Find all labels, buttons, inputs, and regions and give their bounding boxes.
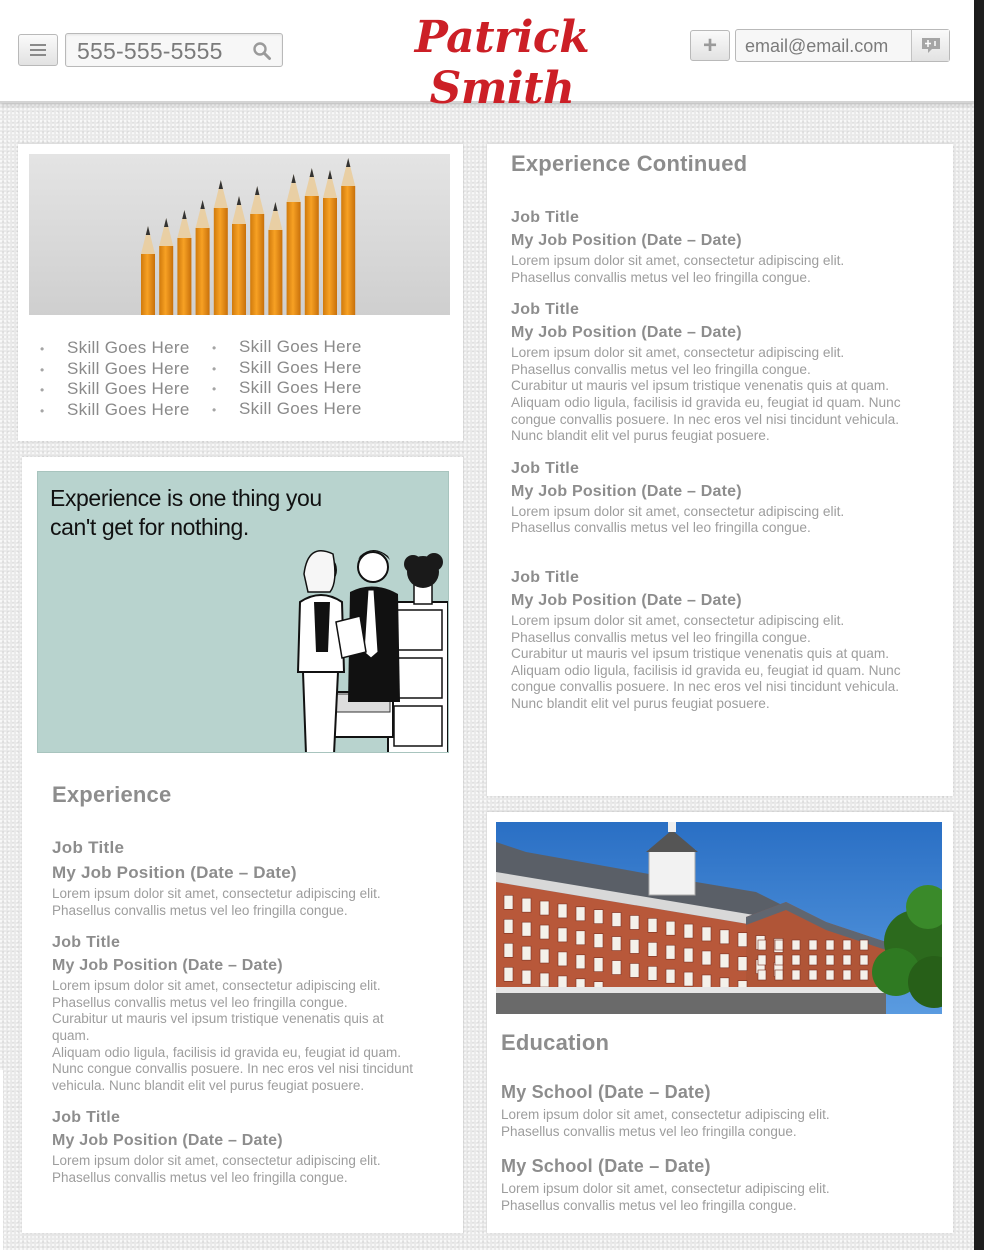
skills-column-1 bbox=[40, 338, 190, 421]
description-line: Lorem ipsum dolor sit amet, consectetur adipiscing elit. bbox=[52, 886, 381, 901]
description-line: Phasellus convallis metus vel leo fringilla congue. bbox=[52, 994, 348, 1010]
section-title: Education bbox=[501, 1030, 610, 1055]
description-line: Lorem ipsum dolor sit amet, consectetur adipiscing elit. bbox=[501, 1181, 830, 1197]
pencil-body bbox=[323, 198, 337, 315]
school-name: My School (Date – Date) bbox=[501, 1156, 711, 1177]
description-line: Lorem ipsum dolor sit amet, consectetur adipiscing elit. bbox=[511, 253, 845, 268]
job-position: My Job Position (Date – Date) bbox=[511, 591, 742, 609]
skill-item: • Skill Goes Here bbox=[40, 400, 190, 421]
building-window bbox=[826, 955, 834, 965]
building-window bbox=[860, 970, 868, 980]
building-window bbox=[758, 940, 766, 950]
building-window bbox=[843, 940, 851, 950]
building-window bbox=[826, 970, 834, 980]
building-window bbox=[576, 907, 585, 921]
pencils-illustration bbox=[29, 154, 450, 315]
experience-card bbox=[22, 457, 463, 1233]
job-title: Job Title bbox=[52, 1109, 121, 1127]
building-window bbox=[594, 934, 603, 948]
job-entry bbox=[52, 1109, 452, 1186]
pencil-body bbox=[196, 228, 210, 315]
section-title: Experience bbox=[52, 782, 172, 807]
pencil-body bbox=[250, 214, 264, 315]
building-window bbox=[702, 975, 711, 989]
pencil-body bbox=[287, 202, 301, 315]
building-window bbox=[612, 913, 621, 927]
pencil-body bbox=[159, 246, 173, 315]
building-window bbox=[504, 895, 513, 909]
job-entry bbox=[511, 301, 931, 445]
pencil-body bbox=[214, 208, 228, 315]
skill-item: • Skill Goes Here bbox=[212, 358, 362, 379]
header-bar bbox=[0, 0, 974, 114]
building-window bbox=[792, 955, 800, 965]
building-window bbox=[558, 904, 567, 918]
skill-item: • Skill Goes Here bbox=[212, 337, 362, 358]
building-window bbox=[843, 955, 851, 965]
description-line: Phasellus convallis metus vel leo fringilla congue. bbox=[511, 520, 811, 536]
school-building-illustration bbox=[496, 822, 942, 1014]
building-window bbox=[826, 940, 834, 950]
phone-search-field[interactable] bbox=[65, 33, 283, 67]
plus-icon: + bbox=[702, 31, 717, 59]
description-line: quam. bbox=[52, 1027, 90, 1043]
building-window bbox=[504, 919, 513, 933]
building-window bbox=[630, 939, 639, 953]
building-window bbox=[809, 940, 817, 950]
building-window bbox=[612, 937, 621, 951]
building-window bbox=[775, 955, 783, 965]
job-title: Job Title bbox=[511, 459, 580, 477]
job-description bbox=[52, 978, 452, 1094]
description-line: Lorem ipsum dolor sit amet, consectetur adipiscing elit. bbox=[511, 503, 845, 519]
description-line: Nunc blandit elit vel purus feugiat posuere. bbox=[511, 428, 770, 444]
email-field[interactable] bbox=[735, 29, 950, 62]
school-building-image bbox=[496, 822, 942, 1014]
job-position: My Job Position (Date – Date) bbox=[511, 324, 742, 342]
skill-item: • Skill Goes Here bbox=[40, 379, 190, 400]
building-window bbox=[522, 898, 531, 912]
description-line: Lorem ipsum dolor sit amet, consectetur adipiscing elit. bbox=[511, 612, 845, 628]
building-window bbox=[522, 946, 531, 960]
description-line: Curabitur ut mauris vel ipsum tristique venenatis quis at bbox=[52, 1011, 384, 1027]
chat-bubble-icon bbox=[920, 37, 942, 55]
description-line: Lorem ipsum dolor sit amet, consectetur adipiscing elit. bbox=[511, 345, 845, 361]
experience-meme-image bbox=[37, 471, 449, 753]
experience-section bbox=[52, 782, 452, 1202]
education-section bbox=[501, 1030, 931, 1230]
description-line: Phasellus convallis metus vel leo fringilla congue. bbox=[511, 269, 811, 285]
job-title: Job Title bbox=[511, 568, 580, 586]
job-description bbox=[511, 613, 931, 713]
email-text: email@email.com bbox=[745, 36, 889, 56]
school-description bbox=[501, 1181, 931, 1214]
building-window bbox=[860, 955, 868, 965]
skills-column-2 bbox=[212, 337, 362, 420]
building-window bbox=[612, 961, 621, 975]
building-window bbox=[738, 933, 747, 947]
job-title: Job Title bbox=[511, 301, 580, 319]
building-window bbox=[792, 940, 800, 950]
pencils-image bbox=[29, 154, 450, 315]
building-window bbox=[648, 918, 657, 932]
hamburger-menu-icon bbox=[30, 44, 46, 56]
description-line: Aliquam odio ligula, facilisis id gravida eu, feugiat id quam. Nunc bbox=[511, 394, 901, 410]
magnifier-icon[interactable] bbox=[252, 41, 272, 61]
building-window bbox=[860, 940, 868, 950]
description-line: Lorem ipsum dolor sit amet, consectetur adipiscing elit. bbox=[52, 978, 381, 994]
description-line: Phasellus convallis metus vel leo fringilla congue. bbox=[501, 1123, 797, 1139]
description-line: Nunc congue convallis posuere. In nec eros vel nisi tincidunt bbox=[52, 1061, 413, 1077]
job-description bbox=[511, 253, 931, 286]
meme-caption-line: can't get for nothing. bbox=[50, 514, 249, 540]
building-window bbox=[522, 922, 531, 936]
pencil-body bbox=[305, 196, 319, 315]
building-window bbox=[576, 931, 585, 945]
description-line: congue convallis posuere. In nec eros vel nisi tincidunt vehicula. bbox=[511, 679, 900, 695]
building-window bbox=[666, 945, 675, 959]
building-window bbox=[775, 970, 783, 980]
job-position: My Job Position (Date – Date) bbox=[52, 1132, 283, 1150]
building-window bbox=[504, 967, 513, 981]
description-line: congue convallis posuere. In nec eros vel nisi tincidunt vehicula. bbox=[511, 411, 900, 427]
job-description bbox=[511, 504, 931, 537]
skill-item: • Skill Goes Here bbox=[40, 338, 190, 359]
job-description bbox=[511, 345, 931, 445]
building-window bbox=[775, 940, 783, 950]
building-window bbox=[504, 943, 513, 957]
education-card bbox=[487, 812, 953, 1233]
building-window bbox=[594, 910, 603, 924]
description-line: vehicula. Nunc blandit elit vel purus feugiat posuere. bbox=[52, 1077, 365, 1093]
building-window bbox=[522, 970, 531, 984]
building-window bbox=[702, 951, 711, 965]
description-line: Aliquam odio ligula, facilisis id gravida eu, feugiat id quam. bbox=[52, 1044, 401, 1060]
building-window bbox=[684, 972, 693, 986]
experience-continued-section bbox=[511, 151, 931, 728]
job-entry bbox=[511, 460, 931, 537]
pencil-body bbox=[177, 238, 191, 315]
edge-strip bbox=[0, 1070, 3, 1250]
building-window bbox=[540, 949, 549, 963]
skill-item: • Skill Goes Here bbox=[212, 399, 362, 420]
job-description bbox=[52, 1153, 452, 1186]
add-button[interactable] bbox=[690, 30, 730, 61]
description-line: Phasellus convallis metus vel leo fringilla congue. bbox=[511, 361, 811, 377]
building-window bbox=[843, 970, 851, 980]
school-description bbox=[501, 1107, 931, 1140]
chat-button[interactable] bbox=[911, 30, 949, 61]
building-window bbox=[540, 901, 549, 915]
pencil-body bbox=[141, 254, 155, 315]
building-window bbox=[630, 963, 639, 977]
building-window bbox=[758, 970, 766, 980]
page-title: Patrick Smith bbox=[414, 12, 590, 114]
school-name: My School (Date – Date) bbox=[501, 1082, 711, 1102]
building-window bbox=[720, 930, 729, 944]
building-window bbox=[684, 948, 693, 962]
pencil-body bbox=[232, 224, 246, 315]
building-window bbox=[630, 915, 639, 929]
building-window bbox=[576, 955, 585, 969]
description-line: Curabitur ut mauris vel ipsum tristique venenatis quis at quam. bbox=[511, 646, 890, 662]
building-window bbox=[594, 958, 603, 972]
job-entry bbox=[511, 209, 931, 286]
window-edge bbox=[974, 0, 984, 1250]
skill-item: • Skill Goes Here bbox=[40, 359, 190, 380]
building-window bbox=[666, 969, 675, 983]
skills-card bbox=[18, 144, 463, 441]
pencil-body bbox=[268, 230, 282, 315]
building-window bbox=[558, 928, 567, 942]
building-window bbox=[684, 924, 693, 938]
description-line: Nunc blandit elit vel purus feugiat posuere. bbox=[511, 695, 770, 711]
office-workers-illustration bbox=[38, 472, 449, 753]
job-position: My Job Position (Date – Date) bbox=[511, 482, 742, 500]
building-window bbox=[666, 921, 675, 935]
building-window bbox=[792, 970, 800, 980]
building-window bbox=[540, 973, 549, 987]
building-window bbox=[758, 955, 766, 965]
job-position: My Job Position (Date – Date) bbox=[52, 957, 283, 975]
menu-button[interactable] bbox=[18, 34, 58, 66]
description-line: Aliquam odio ligula, facilisis id gravida eu, feugiat id quam. Nunc bbox=[511, 662, 901, 678]
building-window bbox=[809, 955, 817, 965]
building-window bbox=[540, 925, 549, 939]
building-window bbox=[738, 957, 747, 971]
building-window bbox=[720, 954, 729, 968]
description-line: Phasellus convallis metus vel leo fringilla congue. bbox=[501, 1197, 797, 1213]
school-entry bbox=[501, 1082, 931, 1140]
description-line: Curabitur ut mauris vel ipsum tristique venenatis quis at quam. bbox=[511, 378, 890, 394]
job-position: My Job Position (Date – Date) bbox=[52, 863, 297, 882]
job-position: My Job Position (Date – Date) bbox=[511, 232, 742, 249]
description-line: Phasellus convallis metus vel leo fringilla congue. bbox=[52, 902, 348, 918]
meme-caption-line: Experience is one thing you bbox=[50, 485, 322, 511]
section-title: Experience Continued bbox=[511, 151, 748, 176]
description-line: Phasellus convallis metus vel leo fringilla congue. bbox=[52, 1169, 348, 1185]
phone-number: 555-555-5555 bbox=[77, 38, 223, 64]
job-description bbox=[52, 886, 452, 919]
building-window bbox=[558, 952, 567, 966]
job-title: Job Title bbox=[52, 838, 125, 857]
school-entry bbox=[501, 1156, 931, 1214]
building-window bbox=[702, 927, 711, 941]
job-title: Job Title bbox=[52, 934, 121, 952]
job-title: Job Title bbox=[511, 209, 580, 226]
building-window bbox=[648, 966, 657, 980]
description-line: Lorem ipsum dolor sit amet, consectetur adipiscing elit. bbox=[501, 1107, 830, 1122]
description-line: Lorem ipsum dolor sit amet, consectetur adipiscing elit. bbox=[52, 1153, 381, 1169]
skill-item: • Skill Goes Here bbox=[212, 378, 362, 399]
description-line: Phasellus convallis metus vel leo fringilla congue. bbox=[511, 629, 811, 645]
pencil-body bbox=[341, 186, 355, 315]
building-window bbox=[809, 970, 817, 980]
job-entry bbox=[52, 838, 452, 919]
job-entry bbox=[52, 934, 452, 1094]
experience-continued-card bbox=[487, 144, 953, 796]
job-entry bbox=[511, 569, 931, 713]
building-window bbox=[648, 942, 657, 956]
